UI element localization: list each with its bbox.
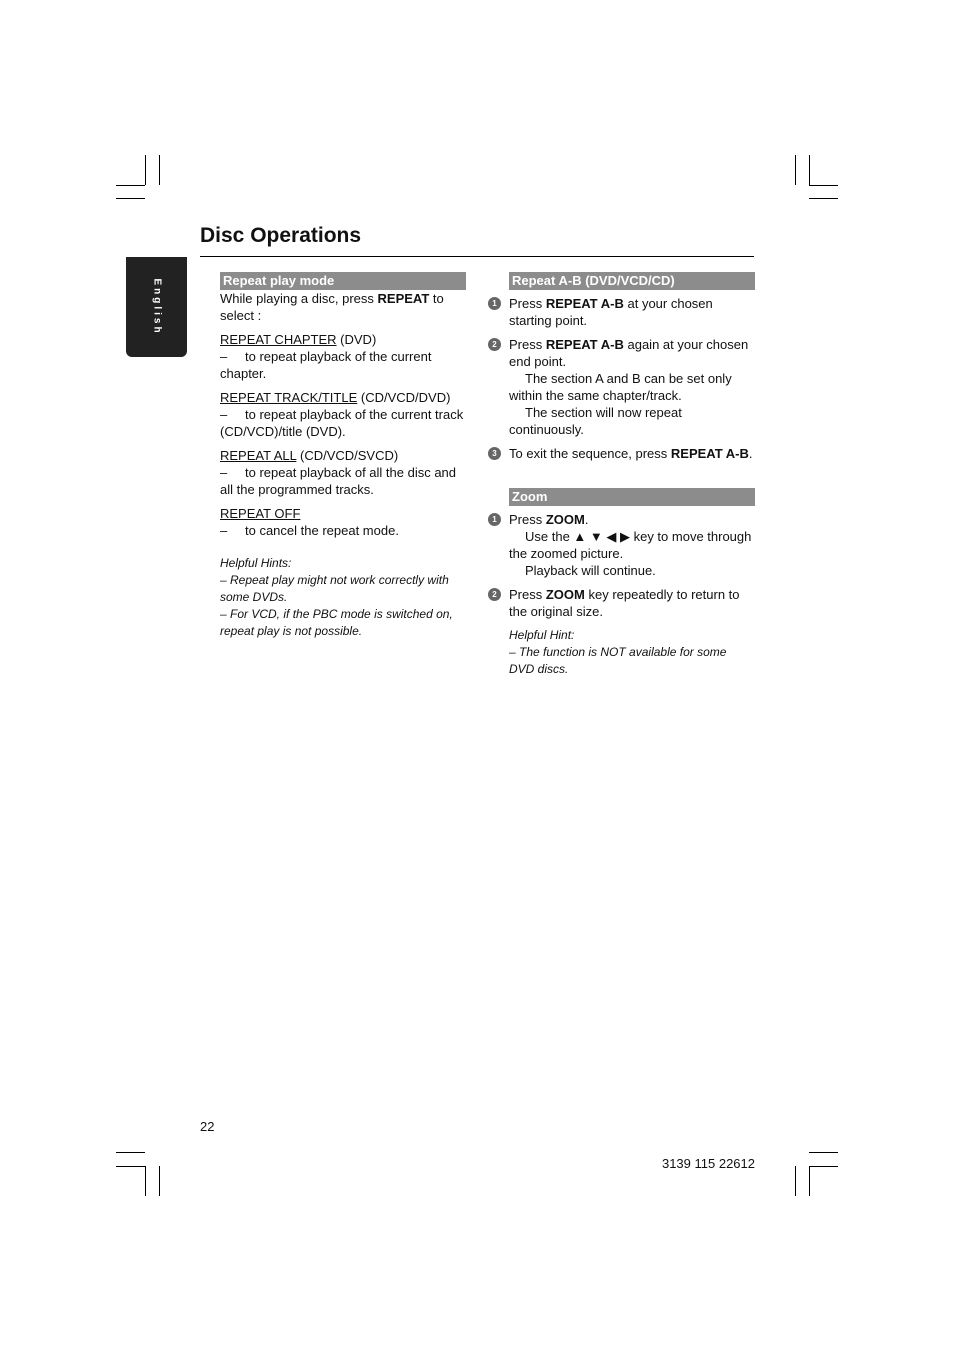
crop-mark: [809, 198, 838, 199]
step-number: 1: [488, 297, 501, 310]
document-code: 3139 115 22612: [661, 1156, 755, 1171]
crop-mark: [795, 155, 796, 185]
crop-mark: [116, 198, 145, 199]
repeat-ab-step: 3 To exit the sequence, press REPEAT A-B.: [488, 445, 755, 462]
step-number: 3: [488, 447, 501, 460]
crop-mark: [809, 1166, 838, 1167]
step-note: Playback will continue.: [525, 563, 656, 578]
repeat-option: REPEAT ALL (CD/VCD/SVCD): [220, 448, 399, 463]
repeat-option: REPEAT TRACK/TITLE (CD/VCD/DVD): [220, 390, 451, 405]
repeat-option-desc: – to repeat playback of the current track (CD/VCD)/title (DVD).: [220, 407, 464, 439]
crop-mark: [145, 155, 146, 185]
crop-mark: [795, 1166, 796, 1196]
repeat-ab-step: 1 Press REPEAT A-B at your chosen starting point.: [488, 295, 755, 329]
helpful-hints-title: Helpful Hints:: [220, 556, 292, 570]
crop-mark: [159, 1166, 160, 1196]
crop-mark: [159, 155, 160, 185]
page-title: Disc Operations: [200, 224, 362, 247]
page-number: 22: [200, 1119, 215, 1134]
zoom-hint-block: [488, 627, 755, 678]
repeat-play-section: [220, 272, 466, 640]
step-note: The section A and B can be set only within the same chapter/track.: [509, 371, 732, 403]
step-note: The section will now repeat continuously.: [509, 405, 682, 437]
crop-mark: [809, 1152, 838, 1153]
repeat-option-desc: – to repeat playback of all the disc and all the programmed tracks.: [220, 465, 457, 497]
repeat-option: REPEAT CHAPTER (DVD): [220, 332, 377, 347]
helpful-hint-title: Helpful Hint:: [509, 628, 575, 642]
step-number: 2: [488, 338, 501, 351]
step-number: 1: [488, 513, 501, 526]
step-note: Use the ▲ ▼ ◀ ▶ key to move through the zoomed picture.: [509, 529, 752, 561]
repeat-ab-section: [488, 272, 755, 678]
crop-mark: [145, 1166, 146, 1196]
repeat-option: REPEAT OFF: [220, 506, 301, 521]
helpful-hint: – Repeat play might not work correctly with some DVDs.: [220, 573, 449, 604]
zoom-step: 1 Press ZOOM. Use the ▲ ▼ ◀ ▶ key to move through the zoomed picture. Playback will continue.: [488, 511, 755, 579]
repeat-play-intro: While playing a disc, press REPEAT to select :: [220, 291, 444, 323]
crop-mark: [809, 185, 838, 186]
repeat-option-desc: – to repeat playback of the current chapter.: [220, 349, 432, 381]
section-heading-zoom: Zoom: [509, 488, 755, 506]
crop-mark: [116, 185, 145, 186]
crop-mark: [116, 1152, 145, 1153]
helpful-hint: – For VCD, if the PBC mode is switched on, repeat play is not possible.: [220, 607, 453, 638]
crop-mark: [809, 155, 810, 185]
section-heading-repeat-ab: Repeat A-B (DVD/VCD/CD): [509, 272, 755, 290]
crop-mark: [809, 1166, 810, 1196]
language-tab-label: English: [151, 278, 163, 336]
repeat-option-desc: – to cancel the repeat mode.: [220, 523, 399, 538]
repeat-ab-step: 2 Press REPEAT A-B again at your chosen end point. The section A and B can be set only within the same chapter/track. The section will now repeat continuously.: [488, 336, 755, 438]
zoom-step: 2 Press ZOOM key repeatedly to return to the original size.: [488, 586, 755, 620]
section-heading-repeat-play: Repeat play mode: [220, 272, 466, 290]
title-rule: [200, 256, 754, 257]
step-number: 2: [488, 588, 501, 601]
crop-mark: [116, 1166, 145, 1167]
helpful-hint: – The function is NOT available for some DVD discs.: [509, 645, 727, 676]
